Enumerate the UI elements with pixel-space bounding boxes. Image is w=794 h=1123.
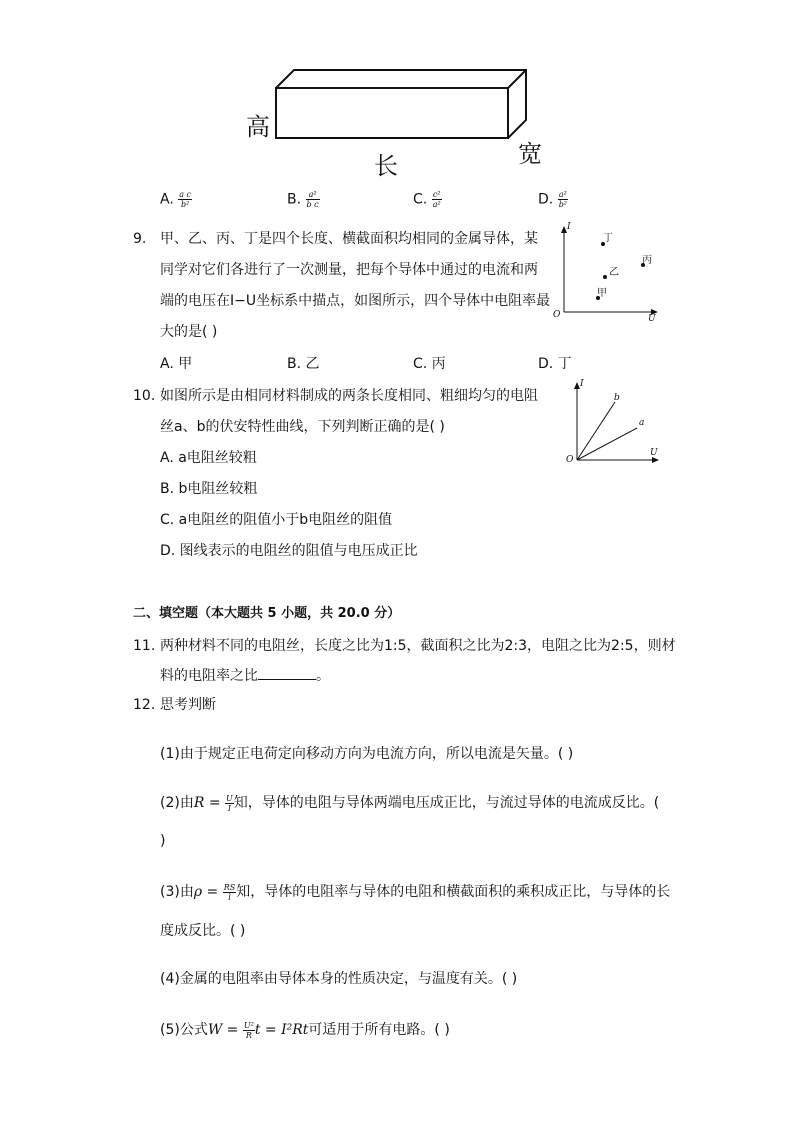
q12-statement-5[interactable]: [160, 1019, 450, 1040]
q12-statement-3-line-2: 度成反比。( ): [160, 923, 246, 939]
q9-option-c[interactable]: C. 丙: [413, 356, 446, 372]
q10-option-b[interactable]: B. b电阻丝较粗: [160, 481, 258, 497]
q12-s5-pre: (5)公式: [160, 1022, 208, 1038]
q9-text-line-1: 甲、乙、丙、丁是四个长度、横截面积均相同的金属导体，某: [160, 231, 538, 247]
q8-option-a-letter: A.: [160, 191, 174, 208]
q12-s3-formula: ρ =: [193, 884, 219, 900]
q11-text-line-2-pre: 料的电阻率之比: [160, 668, 258, 684]
q8-option-d[interactable]: [538, 190, 568, 209]
q8-option-b[interactable]: [287, 190, 320, 209]
q12-s3-pre: (3)由: [160, 884, 194, 900]
q9-point-bing-label: 丙: [642, 255, 652, 266]
q11-text-line-2: [160, 665, 330, 685]
q9-point-jia-label: 甲: [597, 288, 607, 299]
section-2-title: 二、填空题（本大题共 5 小题，共 20.0 分）: [133, 606, 401, 621]
q9-axis-u-label: U: [648, 314, 656, 324]
q12-s5-formula-rest: t = I²Rt: [254, 1022, 309, 1038]
q9-point-ding-label: 丁: [603, 233, 613, 244]
q9-option-b[interactable]: B. 乙: [287, 356, 320, 372]
q8-option-b-letter: B.: [287, 191, 302, 208]
q10-option-c[interactable]: C. a电阻丝的阻值小于b电阻丝的阻值: [160, 512, 393, 528]
q10-text-line-2: 丝a、b的伏安特性曲线，下列判断正确的是( ): [160, 419, 445, 435]
q12-s5-formula: W =: [207, 1022, 239, 1038]
q10-origin-label: O: [566, 455, 574, 465]
q11-answer-blank[interactable]: [258, 667, 316, 680]
q9-number: 9.: [133, 231, 147, 247]
q9-point-yi-label: 乙: [609, 267, 619, 278]
q10-text-line-1: 如图所示是由相同材料制成的两条长度相同、粗细均匀的电阻: [160, 388, 538, 404]
q10-line-b-label: b: [614, 393, 620, 403]
box-label-width: 宽: [518, 140, 542, 168]
q12-title: 思考判断: [160, 697, 216, 713]
q12-s2-post: 知，导体的电阻与导体两端电压成正比，与流过导体的电流成反比。(: [233, 795, 660, 811]
q10-axis-i-label: I: [580, 379, 584, 389]
q11-text-line-2-post: 。: [316, 668, 330, 684]
q8-option-c[interactable]: [413, 190, 442, 209]
q10-number: 10.: [133, 388, 156, 404]
q8-option-a-fraction: $\frac{\text{a c}}{\text{b²}}$: [179, 190, 192, 209]
box-label-height: 高: [246, 113, 270, 141]
q10-option-d[interactable]: D. 图线表示的电阻丝的阻值与电压成正比: [160, 543, 418, 559]
q12-number: 12.: [133, 697, 156, 713]
q10-option-a[interactable]: A. a电阻丝较粗: [160, 450, 257, 466]
q12-statement-3[interactable]: [160, 881, 670, 902]
q12-s3-post: 知，导体的电阻率与导体的电阻和横截面积的乘积成正比，与导体的长: [236, 884, 671, 900]
q9-origin-label: O: [553, 310, 561, 320]
q10-line-a-label: a: [639, 418, 645, 428]
q9-text-line-3: 端的电压在I−U坐标系中描点，如图所示，四个导体中电阻率最: [160, 293, 551, 309]
q8-option-b-fraction: $\frac{\text{a²}}{\text{b c}}$: [306, 190, 319, 209]
q9-option-a[interactable]: A. 甲: [160, 356, 193, 372]
q12-s2-fraction: $\frac{U}{I}$: [226, 793, 233, 813]
q10-axis-u-label: U: [650, 448, 658, 458]
q8-option-d-letter: D.: [538, 191, 554, 208]
box-label-length: 长: [374, 152, 398, 180]
q12-s2-pre: (2)由: [160, 795, 194, 811]
q12-s5-post: 可适用于所有电路。( ): [308, 1022, 450, 1038]
q8-option-a[interactable]: [160, 190, 192, 209]
q9-axis-i-label: I: [567, 222, 571, 232]
q12-statement-1[interactable]: (1)由于规定正电荷定向移动方向为电流方向，所以电流是矢量。( ): [160, 746, 574, 762]
q12-statement-2-line-2: ): [160, 833, 166, 849]
q12-s3-fraction: $\frac{RS}{l}$: [223, 882, 236, 902]
q12-statement-4[interactable]: (4)金属的电阻率由导体本身的性质决定，与温度有关。( ): [160, 971, 518, 987]
q12-s2-formula: R =: [193, 795, 221, 811]
q11-number: 11.: [133, 638, 156, 654]
q11-text-line-1: 两种材料不同的电阻丝，长度之比为1:5，截面积之比为2:3，电阻之比为2:5，则材: [160, 638, 676, 654]
q8-option-c-letter: C.: [413, 191, 428, 208]
q8-option-c-fraction: $\frac{\text{c²}}{\text{a²}}$: [432, 190, 441, 209]
q9-option-d[interactable]: D. 丁: [538, 356, 572, 372]
q12-s5-fraction: $\frac{\text{U²}}{R}$: [243, 1020, 254, 1040]
q8-option-d-fraction: $\frac{\text{a²}}{\text{b²}}$: [558, 190, 568, 209]
q12-statement-2[interactable]: [160, 792, 659, 813]
q9-text-line-4: 大的是( ): [160, 324, 218, 340]
q9-text-line-2: 同学对它们各进行了一次测量，把每个导体中通过的电流和两: [160, 262, 538, 278]
